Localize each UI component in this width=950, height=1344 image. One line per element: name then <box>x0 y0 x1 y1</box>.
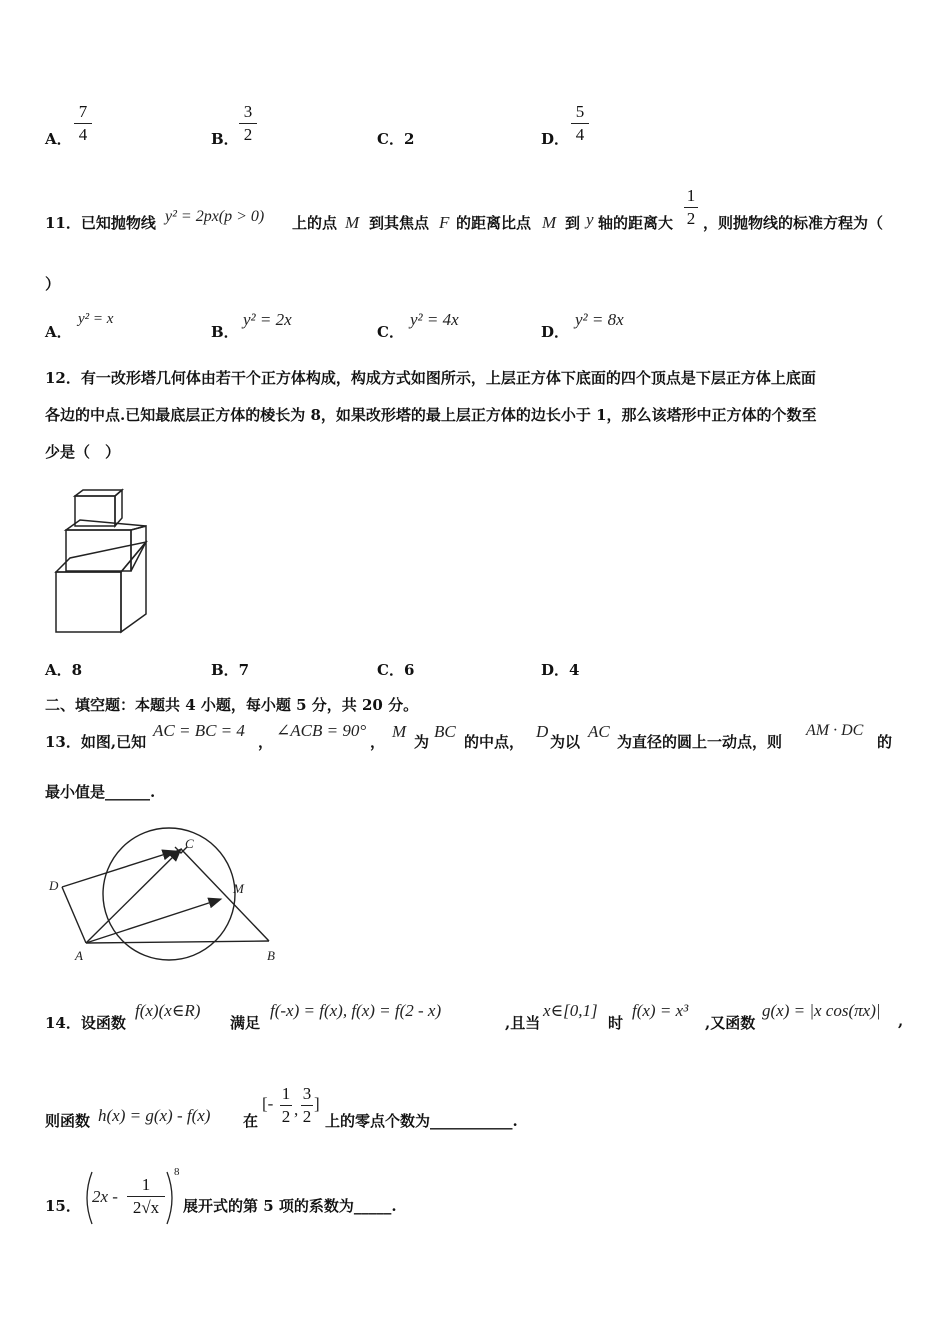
q12-option-d: D．4 <box>541 661 580 679</box>
q10-a-den: 4 <box>78 125 88 144</box>
q11-equation: y² = 2px(p > 0) <box>165 208 265 225</box>
q13-sep1: ， <box>258 733 274 751</box>
q13-prefix: 13．如图,已知 <box>45 733 147 751</box>
q10-option-a-fraction <box>74 102 92 145</box>
q13-segment-CB <box>181 849 269 941</box>
q13-dot-product: AM · DC <box>806 722 864 739</box>
q11-text6: ，则抛物线的标准方程为（ <box>703 214 884 232</box>
q14-h: h(x) = g(x) - f(x) <box>98 1106 211 1125</box>
q10-b-den: 2 <box>243 125 253 144</box>
q15-frac-den: 2√x <box>132 1198 160 1217</box>
q13-label-B: B <box>267 948 275 963</box>
q13-line2: 最小值是______. <box>45 783 156 801</box>
q14-f4: f(x) = x³ <box>632 1001 689 1020</box>
q11-option-c-label: C． <box>377 323 404 341</box>
q13-label-D: D <box>49 878 59 893</box>
q14-f5: g(x) = |x cos(πx)| <box>762 1001 881 1020</box>
q14-f3: x∈[0,1] <box>543 1001 598 1020</box>
q11-text3: 的距离比点 <box>456 214 532 232</box>
q10-option-d-fraction <box>571 102 589 145</box>
q11-text4: 到 <box>565 214 581 232</box>
q11-y: y <box>586 210 594 229</box>
q11-option-b-eq: y² = 2x <box>243 310 292 329</box>
q13-eq2: ∠ACB = 90° <box>276 721 367 740</box>
q11-text5: 轴的距离大 <box>598 214 674 232</box>
q10-option-b-fraction <box>239 102 257 145</box>
q14-text7: 上的零点个数为___________. <box>325 1112 518 1130</box>
q12-option-a: A．8 <box>45 661 83 679</box>
q11-frac-den: 2 <box>686 209 696 228</box>
q11-text2: 到其焦点 <box>369 214 430 232</box>
q10-option-d-label: D． <box>541 130 570 148</box>
q13-text3: 为以 <box>550 733 581 751</box>
q11-option-d-label: D． <box>541 323 570 341</box>
q14-text3: 时 <box>608 1014 624 1032</box>
q13-vector-DC <box>62 851 175 887</box>
q10-option-a-label: A． <box>45 130 72 148</box>
q14-interval-left: [- <box>262 1094 274 1113</box>
q11-M1: M <box>345 213 360 232</box>
q13-M: M <box>392 722 407 741</box>
q14-text4: ,又函数 <box>705 1014 756 1032</box>
q14-f1: f(x)(x∈R) <box>135 1001 201 1020</box>
q15-exponent: 8 <box>174 1166 180 1178</box>
q13-vector-AC <box>86 849 181 943</box>
q13-sep2: ， <box>370 733 386 751</box>
q14-frac1-den: 2 <box>281 1107 291 1126</box>
q11-option-c-eq: y² = 4x <box>410 310 459 329</box>
q12-line1: 12．有一改形塔几何体由若干个正方体构成，构成方式如图所示，上层正方体下底面的四个顶点是下层正方体上底面 <box>45 369 816 387</box>
q13-label-C: C <box>185 836 194 851</box>
q15-right-paren <box>163 1170 179 1226</box>
q11-frac-num: 1 <box>686 186 696 205</box>
q13-text5: 的 <box>877 733 893 751</box>
q11-option-d-eq: y² = 8x <box>575 310 624 329</box>
q15-prefix: 15． <box>45 1197 81 1215</box>
q10-option-c: C．2 <box>377 130 415 148</box>
q13-text1: 为 <box>414 733 430 751</box>
q13-segment-AB <box>86 941 269 943</box>
q14-f2: f(-x) = f(x), f(x) = f(2 - x) <box>270 1001 442 1020</box>
q13-circle <box>103 828 235 960</box>
q10-d-num: 5 <box>575 102 585 121</box>
q13-D: D <box>536 722 549 741</box>
q11-prefix: 11．已知抛物线 <box>45 214 156 232</box>
q13-BC: BC <box>434 722 456 741</box>
q14-frac2-num: 3 <box>302 1084 312 1103</box>
q13-vector-AM <box>86 899 221 943</box>
q11-option-b-label: B． <box>211 323 239 341</box>
q13-circle-figure <box>45 820 285 970</box>
q10-option-b-label: B． <box>211 130 239 148</box>
q15-expr-left: 2x - <box>92 1187 118 1206</box>
q15-fraction <box>127 1175 165 1218</box>
q15-frac-num: 1 <box>141 1175 151 1194</box>
q13-segment-DA <box>62 887 86 943</box>
q10-d-den: 4 <box>575 125 585 144</box>
q11-M2: M <box>542 213 557 232</box>
q10-a-num: 7 <box>78 102 88 121</box>
q13-label-M: M <box>233 881 244 896</box>
q14-interval-comma: , <box>294 1100 299 1119</box>
q11-F: F <box>439 213 450 232</box>
q14-fraction-1 <box>280 1084 292 1127</box>
section-2-heading: 二、填空题：本题共 4 小题，每小题 5 分，共 20 分。 <box>45 696 419 714</box>
q11-text1: 上的点 <box>292 214 338 232</box>
q10-b-num: 3 <box>243 102 253 121</box>
q14-interval-right: ] <box>314 1094 320 1113</box>
q14-text2: ,且当 <box>505 1014 541 1032</box>
q14-prefix: 14．设函数 <box>45 1014 126 1032</box>
q13-AC: AC <box>588 722 610 741</box>
q14-frac2-den: 2 <box>302 1107 312 1126</box>
q14-text6: 在 <box>243 1112 259 1130</box>
q14-text1: 满足 <box>230 1014 261 1032</box>
q11-fraction <box>684 186 698 229</box>
q11-close-paren: ） <box>45 275 61 293</box>
q14-fraction-2 <box>301 1084 313 1127</box>
q12-option-c: C．6 <box>377 661 415 679</box>
q13-text4: 为直径的圆上一动点，则 <box>617 733 783 751</box>
q14-text5: , <box>898 1012 904 1030</box>
q12-option-b: B．7 <box>211 661 250 679</box>
q14-line2-prefix: 则函数 <box>45 1112 91 1130</box>
q15-text: 展开式的第 5 项的系数为_____. <box>183 1197 397 1215</box>
q12-line2: 各边的中点.已知最底层正方体的棱长为 8，如果改形塔的最上层正方体的边长小于 1，那么该塔形中正方体的个数至 <box>45 406 817 424</box>
q14-frac1-num: 1 <box>281 1084 291 1103</box>
q11-option-a-label: A． <box>45 323 72 341</box>
q12-line3: 少是（ ） <box>45 443 121 461</box>
q13-label-A: A <box>75 948 83 963</box>
q12-tower-figure <box>50 486 150 636</box>
q11-option-a-eq: y² = x <box>78 311 114 327</box>
q13-text2: 的中点， <box>464 733 525 751</box>
q13-eq1: AC = BC = 4 <box>153 721 245 740</box>
